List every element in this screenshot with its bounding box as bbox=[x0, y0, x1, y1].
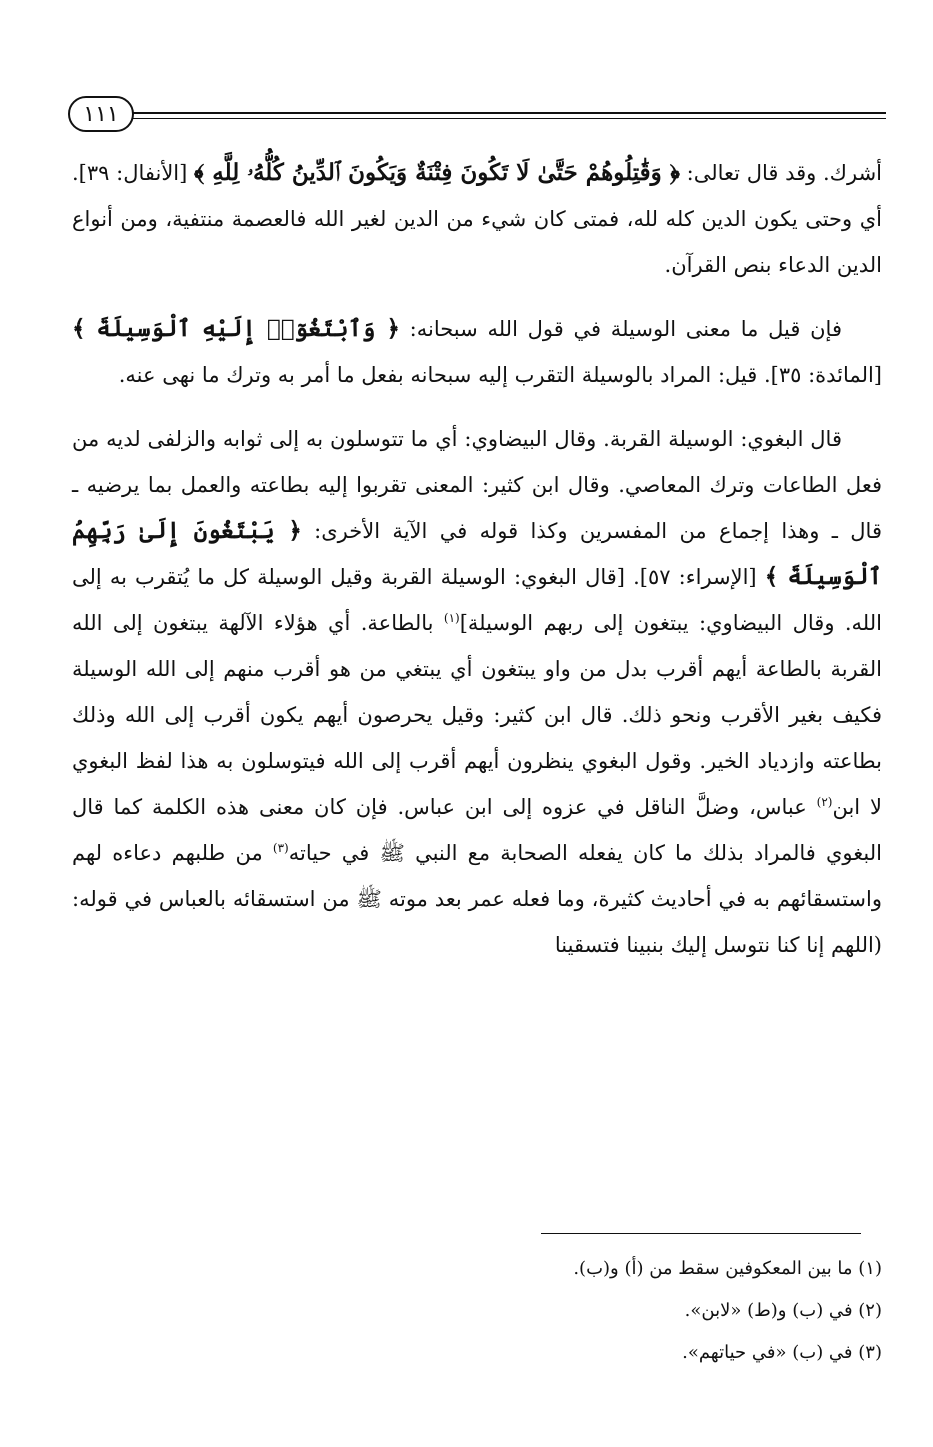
paragraph-2 bbox=[72, 306, 882, 398]
page-header bbox=[68, 92, 886, 142]
footnotes bbox=[72, 1248, 882, 1374]
paragraph-3-text-cont: [الإسراء: ٥٧]. [قال البغوي: الوسيلة القربة وقيل الوسيلة كل ما يُتقرب به إلى الله. وقال البيضاوي: يبتغون إلى ربهم الوسيلة] bbox=[72, 565, 882, 635]
footnote-2: (٢) في (ب) و(ط) «لابن». bbox=[684, 1300, 882, 1321]
quran-verse-anfal: ﴿ وَقَٰتِلُوهُمْ حَتَّىٰ لَا تَكُونَ فِتْنَةٌ وَيَكُونَ ٱلدِّينُ كُلُّهُۥ لِلَّهِ ﴾ bbox=[194, 159, 680, 186]
footnote-ref-3: (٣) bbox=[272, 841, 289, 855]
page-number: ١١١ bbox=[68, 96, 134, 132]
paragraph-2-text-cont: [المائدة: ٣٥]. قيل: المراد بالوسيلة التقرب إليه سبحانه بفعل ما أمر به وترك ما نهى عنه. bbox=[118, 363, 882, 387]
paragraph-3-text-cont-4: من طلبهم دعاءه لهم واستسقائهم به في أحاديث كثيرة، وما فعله عمر بعد موته ﷺ من استسقائه بالعباس في قوله: (اللهم إنا كنا نتوسل إليك بنبينا فتسقينا bbox=[72, 841, 882, 957]
footnote-3: (٣) في (ب) «في حياتهم». bbox=[682, 1342, 882, 1363]
header-rule bbox=[130, 112, 886, 122]
paragraph-1-text-cont: [الأنفال: ٣٩]. أي وحتى يكون الدين كله لله، فمتى كان شيء من الدين لغير الله فالعصمة منتفية، ومن أنواع الدين الدعاء بنص القرآن. bbox=[72, 161, 882, 277]
footnote-1: (١) ما بين المعكوفين سقط من (أ) و(ب). bbox=[573, 1258, 882, 1279]
footnote-ref-1: (١) bbox=[443, 611, 460, 625]
paragraph-3-text-cont-3: عباس، وضلَّ الناقل في عزوه إلى ابن عباس. فإن كان معنى هذه الكلمة كما قال البغوي فالمراد بذلك ما كان يفعله الصحابة مع النبي ﷺ في حياته bbox=[72, 795, 882, 865]
paragraph-2-text: فإن قيل ما معنى الوسيلة في قول الله سبحانه: bbox=[399, 317, 842, 341]
paragraph-3-text-cont-2: بالطاعة. أي هؤلاء الآلهة يبتغون إلى الله القربة بالطاعة أيهم أقرب بدل من واو يبتغون أي يبتغي من هو أقرب منهم إلى الله الوسيلة فكيف بغير الأقرب ونحو ذلك. قال ابن كثير: وقيل يحرصون أيهم يكون أقرب إلى الله وذلك بطاعته وازدياد الخير. وقول البغوي ينظرون أيهم أقرب إلى الله فيتوسلون به هذا لفظ البغوي لا ابن bbox=[72, 611, 882, 819]
quran-verse-maidah: ﴿ وَٱبْتَغُوٓا۟ إِلَيْهِ ٱلْوَسِيلَةَ ﴾ bbox=[72, 315, 400, 342]
main-text bbox=[72, 150, 882, 968]
footnote-divider bbox=[541, 1233, 861, 1234]
quran-verse-isra: ﴿ يَبْتَغُونَ إِلَىٰ رَبِّهِمُ ٱلْوَسِيلَةَ ﴾ bbox=[72, 517, 882, 590]
paragraph-1-text: أشرك. وقد قال تعالى: bbox=[679, 161, 882, 185]
paragraph-3-text: قال البغوي: الوسيلة القربة. وقال البيضاوي: أي ما تتوسلون به إلى ثوابه والزلفى لديه من فعل الطاعات وترك المعاصي. وقال ابن كثير: المعنى تقربوا إليه بطاعته والعمل بما يرضيه ـ قال ـ وهذا إجماع من المفسرين وكذا قوله في الآية الأخرى: bbox=[72, 427, 882, 543]
header-rule-thick bbox=[130, 112, 886, 114]
paragraph-1 bbox=[72, 150, 882, 288]
footnote-ref-2: (٢) bbox=[816, 795, 833, 809]
header-rule-thin bbox=[130, 118, 886, 119]
paragraph-3 bbox=[72, 416, 882, 968]
